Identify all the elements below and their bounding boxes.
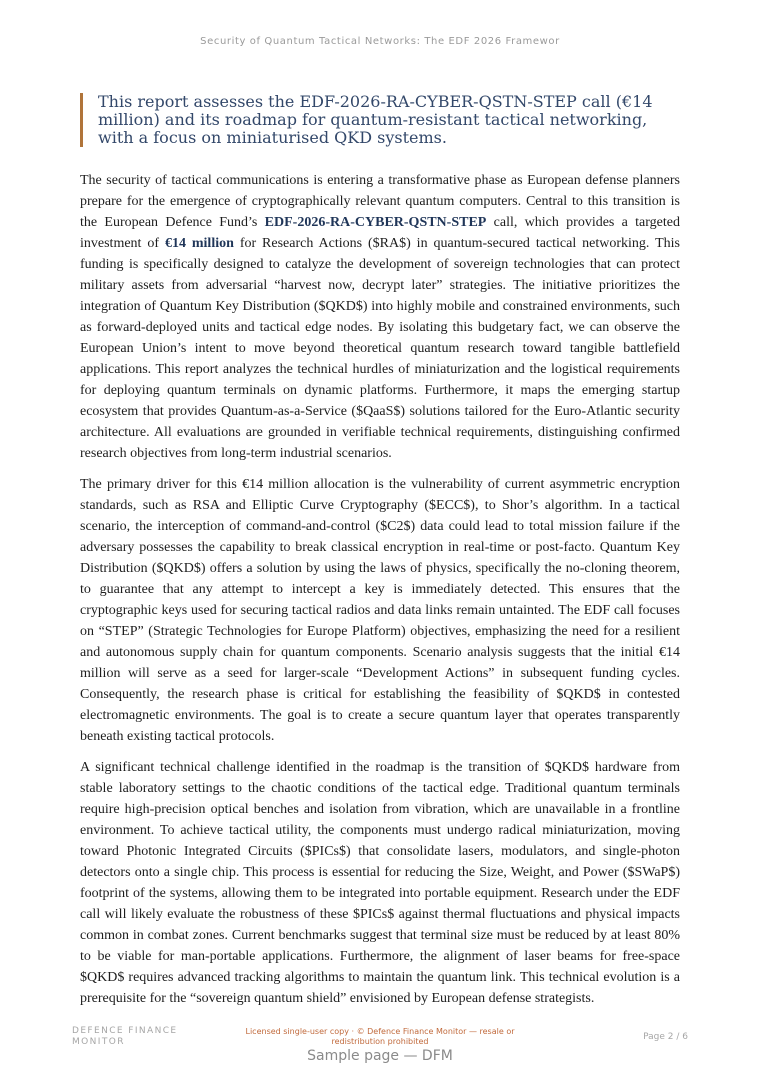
- running-header: Security of Quantum Tactical Networks: The EDF 2026 Framewor: [200, 36, 560, 47]
- body-paragraph-1: [80, 170, 680, 464]
- footer-license-notice: Licensed single-user copy · © Defence Finance Monitor — resale or redistribution prohibited: [245, 1027, 515, 1046]
- report-body: [80, 170, 680, 1019]
- abstract-callout: This report assesses the EDF-2026-RA-CYBER-QSTN-STEP call (€14 million) and its roadmap for quantum-resistant tactical networking, with a focus on miniaturised QKD systems.: [80, 93, 680, 147]
- body-paragraph-2: The primary driver for this €14 million allocation is the vulnerability of current asymmetric encryption standards, such as RSA and Elliptic Curve Cryptography ($ECC$), to Shor’s algorithm. In a tactical scenario, the interception of command-and-control ($C2$) data could lead to total mission failure if the adversary possesses the capability to break classical encryption in real-time or post-facto. Quantum Key Distribution ($QKD$) offers a solution by using the laws of physics, specifically the no-cloning theorem, to guarantee that any attempt to intercept a key is immediately detected. This ensures that the cryptographic keys used for securing tactical radios and data links remain untainted. The EDF call focuses on “STEP” (Strategic Technologies for Europe Platform) objectives, emphasizing the need for a resilient and autonomous supply chain for quantum components. Scenario analysis suggests that the initial €14 million will serve as a seed for larger-scale “Development Actions” in subsequent funding cycles. Consequently, the research phase is critical for establishing the feasibility of $QKD$ in contested electromagnetic environments. The goal is to create a secure quantum layer that operates transparently beneath existing tactical protocols.: [80, 477, 680, 744]
- body-paragraph-3: A significant technical challenge identified in the roadmap is the transition of $QKD$ hardware from stable laboratory settings to the chaotic conditions of the tactical edge. Traditional quantum terminals require high-precision optical benches and isolation from vibration, which are unavailable in a frontline environment. To achieve tactical utility, the components must undergo radical miniaturization, moving toward Photonic Integrated Circuits ($PICs$) that consolidate lasers, modulators, and single-photon detectors onto a single chip. This process is essential for reducing the Size, Weight, and Power ($SWaP$) footprint of the systems, allowing them to be integrated into portable equipment. Research under the EDF call will likely evaluate the robustness of these $PICs$ against thermal fluctuations and physical impacts common in combat zones. Current benchmarks suggest that terminal size must be reduced by at least 80% to be viable for man-portable applications. Furthermore, the alignment of laser beams for free-space $QKD$ requires advanced tracking algorithms to maintain the quantum link. This technical evolution is a prerequisite for the “sovereign quantum shield” envisioned by European defense strategists.: [80, 760, 680, 1006]
- page-number: Page 2 / 6: [643, 1032, 688, 1042]
- paragraph-text: call, which provides a targeted investment of: [80, 215, 680, 251]
- paragraph-text: for Research Actions ($RA$) in quantum-secured tactical networking. This funding is specifically designed to catalyze the development of sovereign technologies that can protect military assets from adversarial “harvest now, decrypt later” strategies. The initiative prioritizes the integration of Quantum Key Distribution ($QKD$) into highly mobile and constrained environments, such as forward-deployed units and tactical edge nodes. By isolating this budgetary fact, we can observe the European Union’s intent to move beyond theoretical quantum research toward tangible battlefield applications. This report analyzes the technical hurdles of miniaturization and the logistical requirements for deploying quantum terminals on dynamic platforms. Furthermore, it maps the emerging startup ecosystem that provides Quantum-as-a-Service ($QaaS$) solutions tailored for the Euro-Atlantic security architecture. All evaluations are grounded in verifiable technical requirements, distinguishing confirmed research objectives from long-term industrial scenarios.: [80, 236, 680, 461]
- footer-publisher: DEFENCE FINANCE MONITOR: [72, 1026, 178, 1047]
- sample-page-label: Sample page — DFM: [307, 1048, 453, 1064]
- funding-amount: €14 million: [164, 236, 234, 251]
- paragraph-text: The security of tactical communications is entering a transformative phase as European defense planners prepare for the emergence of cryptographically relevant quantum computers. Central to this transition is the European Defence Fund’s: [80, 173, 680, 230]
- call-identifier: EDF-2026-RA-CYBER-QSTN-STEP: [264, 215, 487, 230]
